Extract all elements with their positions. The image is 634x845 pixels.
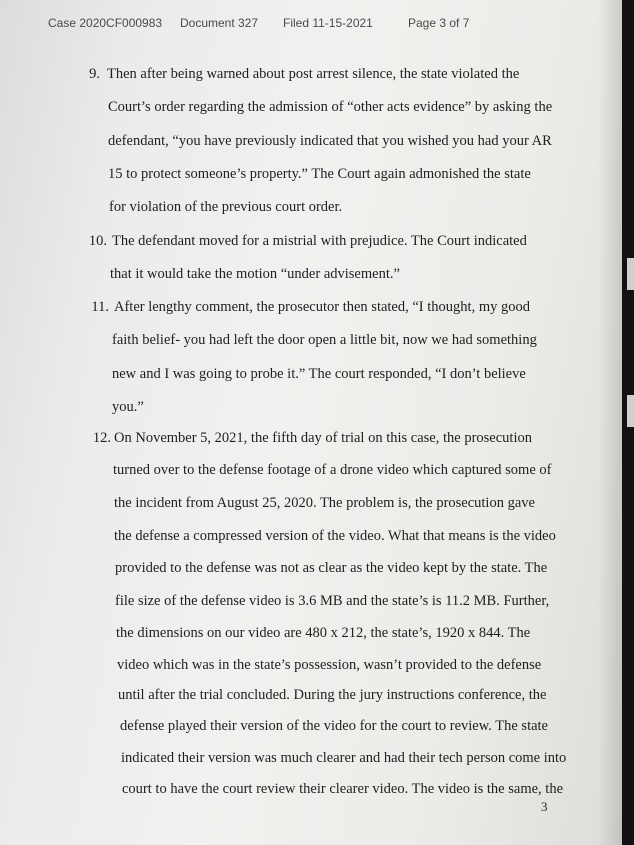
paragraph-line: indicated their version was much clearer and had their tech person come into [121,750,567,766]
paragraph-line: The defendant moved for a mistrial with prejudice. The Court indicated [112,233,527,249]
paragraph-line: for violation of the previous court order. [109,199,343,215]
page-number: 3 [541,799,548,814]
paragraph-number: 10. [88,233,107,249]
court-filing-header [0,16,622,32]
page-indicator: Page 3 of 7 [408,16,470,30]
paragraph-line: defendant, “you have previously indicated that you wished you had your AR [108,133,552,149]
paragraph-line: Then after being warned about post arrest silence, the state violated the [107,66,520,82]
paragraph-line: On November 5, 2021, the fifth day of trial on this case, the prosecution [114,430,532,446]
paragraph-line: defense played their version of the video for the court to review. The state [120,718,548,734]
paragraph-line: new and I was going to probe it.” The court responded, “I don’t believe [112,366,526,382]
paragraph-line: faith belief- you had left the door open a little bit, now we had something [112,332,537,348]
paragraph-line: until after the trial concluded. During the jury instructions conference, the [118,687,547,703]
paragraph-line: provided to the defense was not as clear as the video kept by the state. The [115,560,548,576]
filed-date: Filed 11-15-2021 [283,16,373,30]
paragraph-number: 12. [92,430,111,446]
case-number: Case 2020CF000983 [48,16,163,30]
paragraph-line: you.” [112,399,144,415]
paragraph-line: that it would take the motion “under advisement.” [110,266,400,282]
paragraph-line: the dimensions on our video are 480 x 212, the state’s, 1920 x 844. The [116,625,531,641]
paragraph-line: 15 to protect someone’s property.” The Court again admonished the state [108,166,531,182]
paragraph-line: video which was in the state’s possession, wasn’t provided to the defense [117,657,542,673]
paragraph-line: file size of the defense video is 3.6 MB and the state’s is 11.2 MB. Further, [115,593,550,609]
paragraph-line: the defense a compressed version of the video. What that means is the video [114,528,556,544]
paragraph-line: the incident from August 25, 2020. The problem is, the prosecution gave [114,495,535,511]
paragraph-line: After lengthy comment, the prosecutor then stated, “I thought, my good [114,299,530,315]
paragraph-number: 11. [91,299,109,315]
next-page-edge [627,258,634,290]
paragraph-line: turned over to the defense footage of a drone video which captured some of [113,462,552,478]
paragraph-line: Court’s order regarding the admission of “other acts evidence” by asking the [108,99,553,115]
next-page-edge [627,395,634,427]
paragraph-line: court to have the court review their clearer video. The video is the same, the [122,781,564,797]
document-number: Document 327 [180,16,259,30]
paragraph-number: 9. [89,66,100,82]
